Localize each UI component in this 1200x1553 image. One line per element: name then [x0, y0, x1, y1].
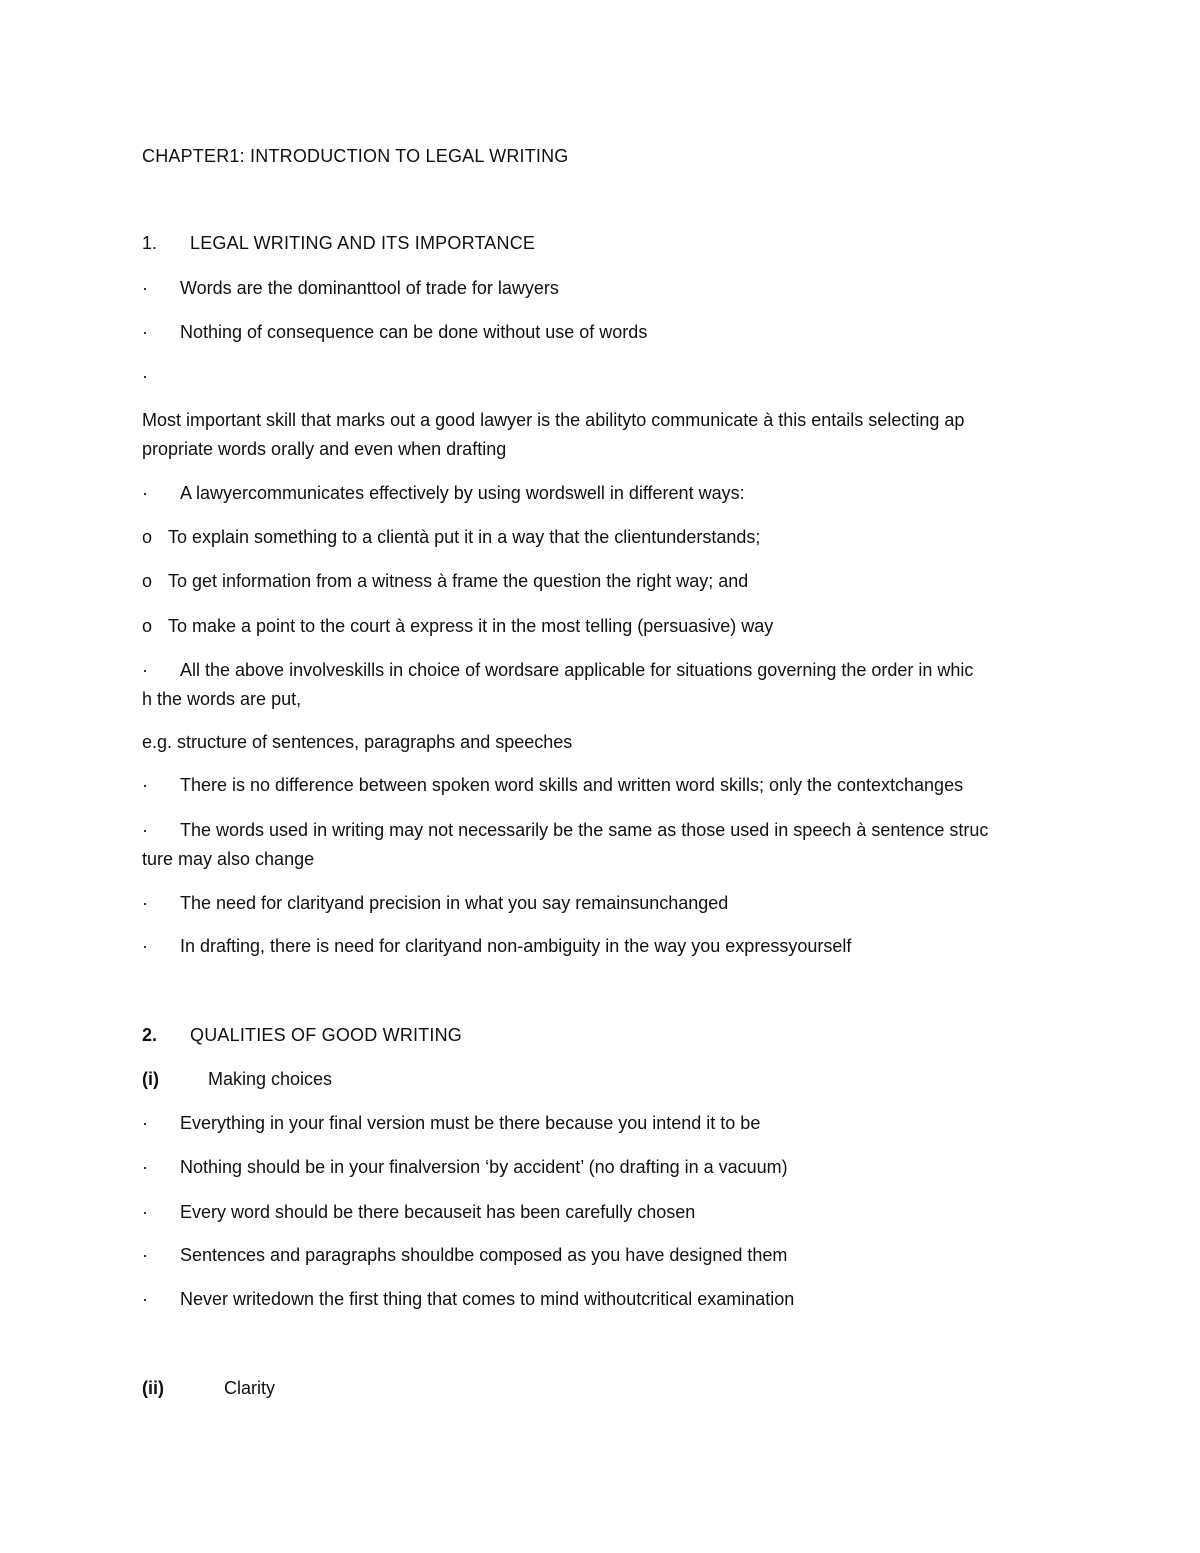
- subsection-1-marker: (i): [142, 1069, 159, 1089]
- bullet-icon: ·: [142, 893, 148, 913]
- subsection-2-marker: (ii): [142, 1378, 164, 1398]
- bullet-icon: ·: [142, 1289, 148, 1309]
- sub-bullet-text: To make a point to the court à express it in the most telling (persuasive) way: [168, 616, 774, 636]
- bullet-icon: ·: [142, 1113, 148, 1133]
- paragraph-line: e.g. structure of sentences, paragraphs and speeches: [142, 732, 573, 752]
- paragraph-line: Most important skill that marks out a good lawyer is the abilityto communicate à this entails selecting ap: [142, 410, 965, 430]
- bullet-text: Nothing of consequence can be done without use of words: [180, 322, 648, 342]
- bullet-text: In drafting, there is need for clarityand non-ambiguity in the way you expressyourself: [180, 936, 852, 956]
- bullet-text: Sentences and paragraphs shouldbe composed as you have designed them: [180, 1245, 788, 1265]
- chapter-title: CHAPTER1: INTRODUCTION TO LEGAL WRITING: [142, 146, 569, 166]
- bullet-icon: ·: [142, 483, 148, 503]
- sub-bullet-marker: o: [142, 527, 153, 547]
- bullet-text: Words are the dominanttool of trade for lawyers: [180, 278, 559, 298]
- sub-bullet-text: To get information from a witness à frame the question the right way; and: [168, 571, 749, 591]
- bullet-icon: ·: [142, 366, 148, 386]
- paragraph-line: ture may also change: [142, 849, 315, 869]
- bullet-text: All the above involveskills in choice of wordsare applicable for situations governing the order in whic: [180, 660, 974, 680]
- paragraph-line: propriate words orally and even when drafting: [142, 439, 507, 459]
- bullet-icon: ·: [142, 322, 148, 342]
- bullet-text: There is no difference between spoken word skills and written word skills; only the contextchanges: [180, 775, 964, 795]
- section-1-title: LEGAL WRITING AND ITS IMPORTANCE: [190, 233, 536, 253]
- bullet-text: A lawyercommunicates effectively by using wordswell in different ways:: [180, 483, 745, 503]
- bullet-text: Everything in your final version must be there because you intend it to be: [180, 1113, 761, 1133]
- bullet-icon: ·: [142, 775, 148, 795]
- sub-bullet-marker: o: [142, 571, 153, 591]
- bullet-icon: ·: [142, 1157, 148, 1177]
- bullet-icon: ·: [142, 820, 148, 840]
- bullet-icon: ·: [142, 660, 148, 680]
- bullet-icon: ·: [142, 1245, 148, 1265]
- bullet-icon: ·: [142, 278, 148, 298]
- bullet-text: The need for clarityand precision in what you say remainsunchanged: [180, 893, 729, 913]
- section-2-number: 2.: [142, 1025, 158, 1045]
- bullet-icon: ·: [142, 936, 148, 956]
- subsection-1-title: Making choices: [208, 1069, 333, 1089]
- sub-bullet-text: To explain something to a clientà put it in a way that the clientunderstands;: [168, 527, 761, 547]
- bullet-text: Never writedown the first thing that comes to mind withoutcritical examination: [180, 1289, 795, 1309]
- bullet-text: Nothing should be in your finalversion ‘by accident’ (no drafting in a vacuum): [180, 1157, 788, 1177]
- paragraph-line: h the words are put,: [142, 689, 302, 709]
- sub-bullet-marker: o: [142, 616, 153, 636]
- bullet-icon: ·: [142, 1202, 148, 1222]
- subsection-2-title: Clarity: [224, 1378, 276, 1398]
- section-2-title: QUALITIES OF GOOD WRITING: [190, 1025, 463, 1045]
- bullet-text: Every word should be there becauseit has been carefully chosen: [180, 1202, 696, 1222]
- section-1-number: 1.: [142, 233, 158, 253]
- bullet-text: The words used in writing may not necessarily be the same as those used in speech à sentence struc: [180, 820, 989, 840]
